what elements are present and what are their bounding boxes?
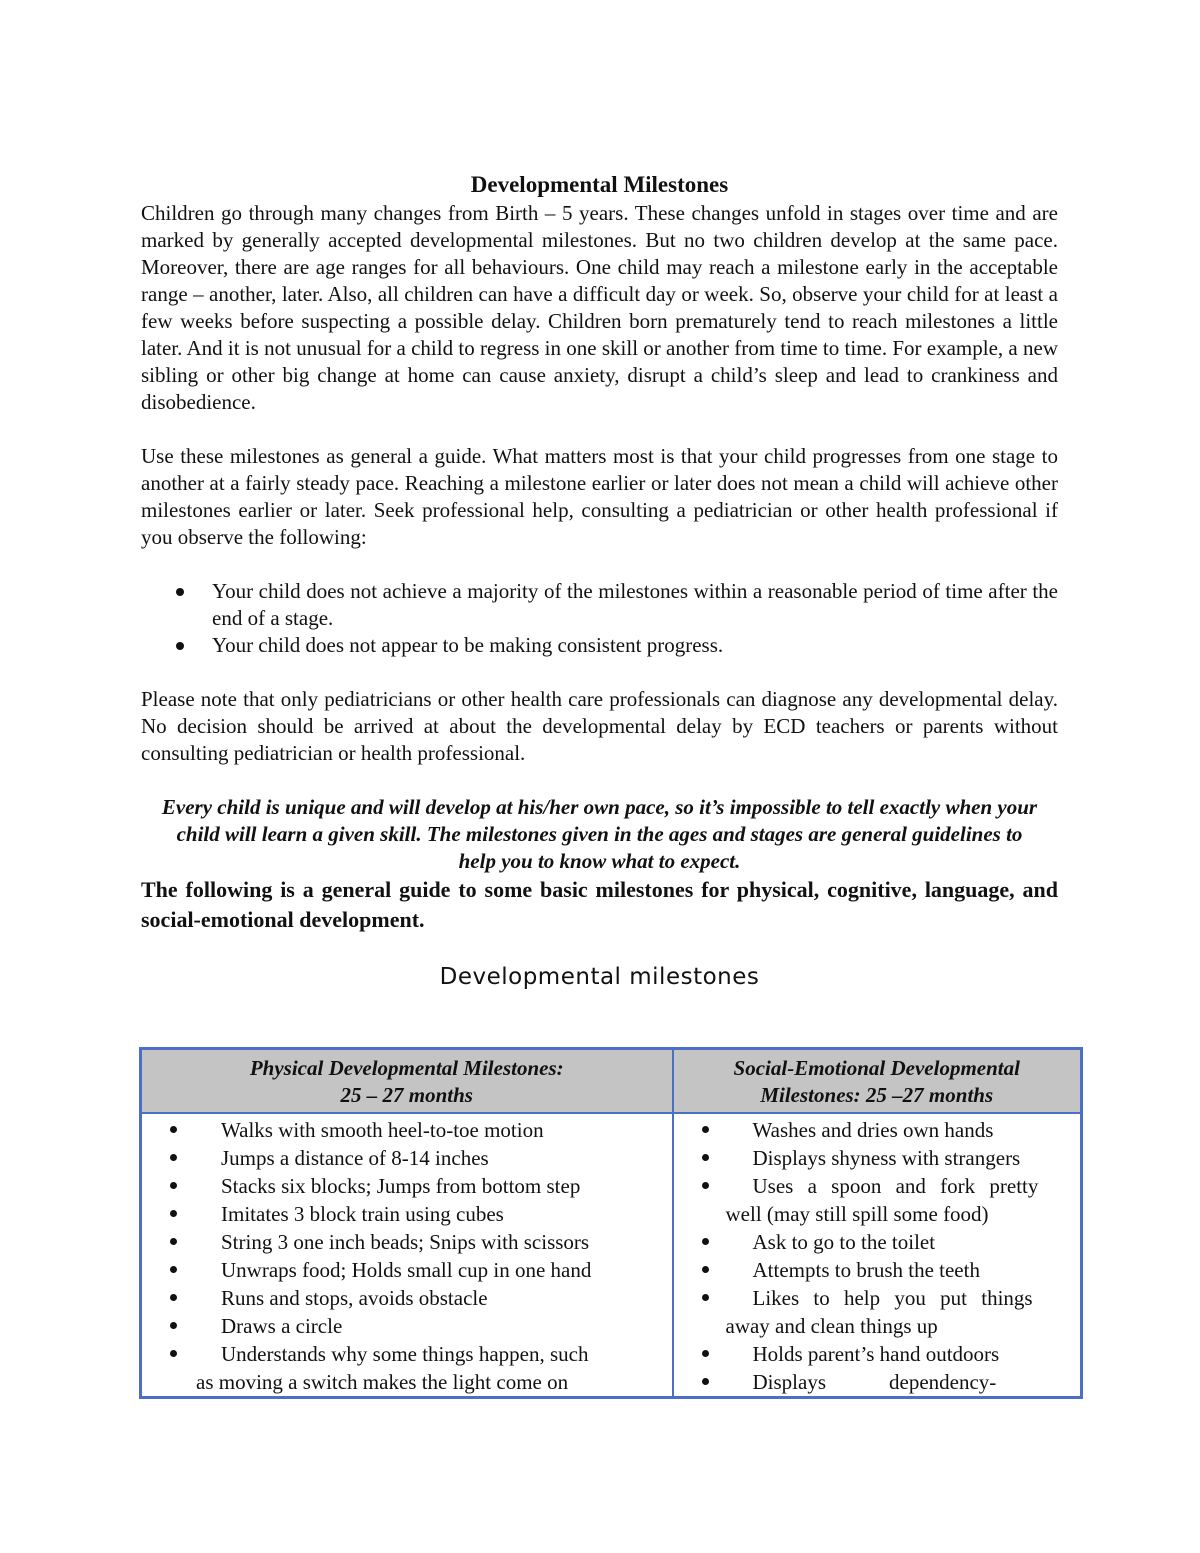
header-line: 25 – 27 months [340,1083,473,1107]
list-item: Understands why some things happen, such as moving a switch makes the light come on [156,1340,658,1396]
physical-milestones-cell [141,1113,673,1398]
list-item: Draws a circle [156,1312,658,1340]
list-item: Walks with smooth heel-to-toe motion [156,1116,658,1144]
table-row [141,1113,1082,1398]
bullet-icon [702,1182,709,1189]
list-item: Likes to help you put things away and clean things up [688,1284,1067,1340]
social-emotional-milestones-list [688,1116,1067,1396]
table-heading: Developmental milestones [439,964,760,990]
emphasis-note: Every child is unique and will develop at his/her own pace, so it’s impossible to tell exactly when your child will learn a given skill. The milestones given in the ages and stages are general guidelines to help you to know what to expect. [161,795,1038,873]
bullet-icon [702,1294,709,1301]
bullet-icon [170,1238,177,1245]
bullet-icon [702,1378,709,1385]
bullet-icon [170,1350,177,1357]
list-item: Displays shyness with strangers [688,1144,1067,1172]
list-item: Unwraps food; Holds small cup in one hand [156,1256,658,1284]
list-item: String 3 one inch beads; Snips with scissors [156,1228,658,1256]
diagnosis-note-paragraph: Please note that only pediatricians or other health care professionals can diagnose any developmental delay. No decision should be arrived at about the developmental delay by ECD teachers or parents without consulting pediatrician or health professional. [141,687,1058,765]
list-item: Stacks six blocks; Jumps from bottom step [156,1172,658,1200]
list-item: Washes and dries own hands [688,1116,1067,1144]
list-item: Your child does not achieve a majority of the milestones within a reasonable period of time after the end of a stage. [212,579,1058,630]
bullet-icon [170,1322,177,1329]
list-item: Your child does not appear to be making consistent progress. [212,632,1058,659]
header-line: Physical Developmental Milestones: [249,1056,564,1080]
bullet-icon [170,1154,177,1161]
bullet-icon [170,1266,177,1273]
bullet-icon [170,1210,177,1217]
document-body [141,170,1058,993]
bullet-icon [170,1294,177,1301]
bullet-icon [170,1182,177,1189]
intro-paragraph: Children go through many changes from Birth – 5 years. These changes unfold in stages over time and are marked by generally accepted developmental milestones. But no two children develop at the same pace. Moreover, there are age ranges for all behaviours. One child may reach a milestone early in the acceptable range – another, later. Also, all children can have a difficult day or week. So, observe your child for at least a few weeks before suspecting a possible delay. Children born prematurely tend to reach milestones a little later. And it is not unusual for a child to regress in one skill or another from time to time. For example, a new sibling or other big change at home can cause anxiety, disrupt a child’s sleep and lead to crankiness and disobedience. [141,201,1058,414]
list-item: Imitates 3 block train using cubes [156,1200,658,1228]
bullet-icon [702,1238,709,1245]
header-line: Milestones: 25 –27 months [760,1083,994,1107]
list-item: Runs and stops, avoids obstacle [156,1284,658,1312]
bullet-icon [702,1266,709,1273]
social-emotional-column-header [673,1049,1082,1114]
bullet-icon [702,1350,709,1357]
list-item: Holds parent’s hand outdoors [688,1340,1067,1368]
social-emotional-milestones-cell [673,1113,1082,1398]
guide-paragraph: Use these milestones as general a guide. What matters most is that your child progresses from one stage to another at a fairly steady pace. Reaching a milestone earlier or later does not mean a child will achieve other milestones earlier or later. Seek professional help, consulting a pediatrician or other health professional if you observe the following: [141,444,1058,549]
page-title: Developmental Milestones [470,172,729,197]
bullet-icon [702,1126,709,1133]
physical-column-header [141,1049,673,1114]
milestones-table [139,1047,1083,1399]
list-item: Jumps a distance of 8-14 inches [156,1144,658,1172]
warning-signs-list [141,578,1058,659]
bullet-icon [702,1154,709,1161]
header-line: Social-Emotional Developmental [733,1056,1020,1080]
guide-statement: The following is a general guide to some basic milestones for physical, cognitive, language, and social-emotional development. [141,877,1058,932]
physical-milestones-list [156,1116,658,1396]
list-item: Ask to go to the toilet [688,1228,1067,1256]
list-item: Attempts to brush the teeth [688,1256,1067,1284]
bullet-icon [170,1126,177,1133]
list-item: Uses a spoon and fork pretty well (may still spill some food) [688,1172,1067,1228]
list-item: Displays dependency- [688,1368,1067,1396]
table-header-row [141,1049,1082,1114]
